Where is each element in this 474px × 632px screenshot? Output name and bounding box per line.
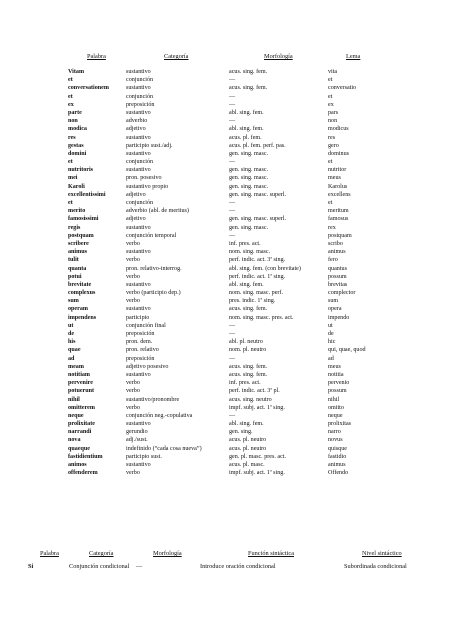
cell-lema: conversatio bbox=[328, 85, 357, 92]
cell-categoria: pron. posesivo bbox=[126, 175, 162, 182]
cell-categoria: sustantivo bbox=[126, 281, 151, 288]
cell-palabra: fastidientium bbox=[68, 453, 103, 460]
cell-categoria: sustantivo bbox=[126, 69, 151, 75]
header-morfologia: Morfología bbox=[153, 550, 182, 557]
cell-lema: Offendo bbox=[328, 470, 349, 477]
cell-categoria: conjunción bbox=[126, 200, 154, 206]
cell-funcion-sintactica: Introduce oración condicional bbox=[200, 563, 276, 570]
cell-palabra: meam bbox=[68, 363, 84, 370]
cell-lema: Karolus bbox=[328, 183, 348, 190]
cell-palabra: offenderem bbox=[68, 470, 98, 477]
cell-categoria: Conjunción condicional bbox=[69, 563, 130, 570]
table-row bbox=[0, 330, 474, 338]
cell-categoria: pron. dem. bbox=[126, 339, 153, 346]
cell-lema: meritum bbox=[328, 208, 349, 215]
table-row bbox=[0, 404, 474, 412]
table-row bbox=[0, 68, 474, 76]
cell-palabra: merito bbox=[68, 208, 86, 215]
table-row bbox=[0, 142, 474, 150]
cell-categoria: verbo bbox=[126, 298, 140, 305]
cell-categoria: sustantivo/pronombre bbox=[126, 396, 180, 403]
cell-lema: de bbox=[328, 331, 334, 337]
syntax-table-header bbox=[0, 550, 474, 560]
cell-palabra: mei bbox=[68, 175, 78, 182]
table-row bbox=[0, 101, 474, 109]
cell-morfologia: gen. sing. masc. superl. bbox=[229, 216, 287, 223]
cell-categoria: preposición bbox=[126, 355, 155, 362]
cell-lema: ex bbox=[328, 101, 334, 108]
cell-palabra: impendens bbox=[68, 314, 97, 321]
cell-morfologia: — bbox=[229, 412, 236, 419]
table-row bbox=[0, 76, 474, 84]
cell-palabra: et bbox=[68, 77, 73, 84]
cell-lema: res bbox=[328, 134, 336, 141]
table-row bbox=[0, 199, 474, 207]
table-row bbox=[0, 256, 474, 264]
cell-morfologia: perf. indic. act. 3ª pl. bbox=[229, 388, 280, 395]
cell-morfologia: — bbox=[229, 118, 236, 125]
cell-morfologia: nom. sing. masc. pres. act. bbox=[229, 314, 294, 321]
cell-palabra: neque bbox=[68, 412, 84, 419]
cell-morfologia: acus. sing. fem. bbox=[229, 306, 268, 313]
cell-lema: sum bbox=[328, 298, 339, 305]
syntax-table-row bbox=[0, 562, 474, 572]
cell-palabra: sum bbox=[68, 298, 79, 305]
cell-palabra: excellentissimi bbox=[68, 191, 106, 198]
table-row bbox=[0, 117, 474, 125]
header-palabra: Palabra bbox=[40, 550, 59, 557]
cell-morfologia: acus. pl. masc. bbox=[229, 462, 265, 468]
table-row bbox=[0, 346, 474, 354]
cell-morfologia: acus. sing. fem. bbox=[229, 371, 268, 378]
cell-palabra: operam bbox=[68, 306, 88, 313]
cell-morfologia: gen. sing. masc. superl. bbox=[229, 191, 287, 198]
cell-morfologia: — bbox=[229, 93, 236, 100]
cell-palabra: omitterem bbox=[68, 404, 95, 411]
cell-morfologia: gen. sing. masc. bbox=[229, 183, 269, 190]
table-row bbox=[0, 281, 474, 289]
cell-palabra: potui bbox=[68, 273, 82, 280]
cell-categoria: participio sust./adj. bbox=[126, 142, 173, 149]
cell-palabra: ad bbox=[68, 355, 75, 362]
cell-palabra: Si bbox=[28, 563, 34, 570]
table-row bbox=[0, 215, 474, 223]
table-row bbox=[0, 469, 474, 477]
cell-lema: excellens bbox=[328, 191, 351, 198]
header-morfologia: Morfología bbox=[264, 53, 293, 60]
cell-morfologia: abl. sing. fem. bbox=[229, 109, 264, 116]
cell-lema: ad bbox=[328, 355, 334, 362]
cell-lema: qui, quae, quod bbox=[328, 347, 366, 354]
cell-morfologia: acus. sing. fem. bbox=[229, 363, 268, 370]
table-row bbox=[0, 191, 474, 199]
table-row bbox=[0, 420, 474, 428]
table-row bbox=[0, 322, 474, 330]
cell-categoria: conjunción temporal bbox=[126, 232, 177, 239]
cell-categoria: conjunción neg.-copulativa bbox=[126, 412, 193, 419]
cell-categoria: preposición bbox=[126, 101, 155, 108]
cell-lema: et bbox=[328, 77, 333, 84]
cell-lema: animus bbox=[328, 462, 346, 468]
cell-lema: famosus bbox=[328, 216, 349, 223]
table-row bbox=[0, 305, 474, 313]
cell-lema: et bbox=[328, 200, 333, 206]
cell-lema: hic bbox=[328, 339, 336, 346]
table-row bbox=[0, 166, 474, 174]
cell-palabra: domini bbox=[68, 150, 87, 157]
table-row bbox=[0, 338, 474, 346]
cell-morfologia: — bbox=[229, 322, 236, 329]
table-row bbox=[0, 436, 474, 444]
cell-categoria: sustantivo bbox=[126, 462, 151, 468]
table-row bbox=[0, 371, 474, 379]
cell-lema: quisque bbox=[328, 445, 347, 452]
cell-categoria: conjunción bbox=[126, 77, 154, 84]
cell-morfologia: abl. sing. fem. bbox=[229, 281, 264, 288]
cell-morfologia: abl. sing. fem. bbox=[229, 126, 264, 133]
cell-palabra: nihil bbox=[68, 396, 80, 403]
cell-palabra: famosissimi bbox=[68, 216, 99, 223]
cell-categoria: participio bbox=[126, 314, 150, 321]
cell-palabra: et bbox=[68, 200, 73, 206]
cell-lema: narro bbox=[328, 429, 341, 436]
cell-palabra: Karoli bbox=[68, 183, 85, 190]
cell-categoria: pron. relativo-interrog. bbox=[126, 265, 182, 272]
table-row bbox=[0, 93, 474, 101]
cell-palabra: et bbox=[68, 93, 73, 100]
cell-palabra: quaeque bbox=[68, 445, 91, 452]
cell-lema: animus bbox=[328, 249, 346, 256]
table-row bbox=[0, 174, 474, 182]
cell-palabra: ut bbox=[68, 322, 74, 329]
cell-palabra: gestas bbox=[68, 142, 84, 149]
cell-morfologia: abl. sing. fem. (con brevitate) bbox=[229, 265, 301, 272]
cell-nivel-sintactico: Subordinada condicional bbox=[344, 563, 407, 570]
cell-lema: fero bbox=[328, 257, 338, 264]
cell-categoria: preposición bbox=[126, 331, 155, 337]
cell-categoria: verbo bbox=[126, 240, 140, 247]
cell-categoria: sustantivo bbox=[126, 134, 151, 141]
table-row bbox=[0, 207, 474, 215]
cell-morfologia: inf. pres. act. bbox=[229, 240, 261, 247]
cell-palabra: modica bbox=[68, 126, 87, 133]
cell-lema: novus bbox=[328, 437, 343, 444]
cell-categoria: verbo bbox=[126, 404, 140, 411]
table-row bbox=[0, 125, 474, 133]
cell-palabra: scribere bbox=[68, 240, 89, 247]
cell-categoria: adjetivo bbox=[126, 191, 146, 198]
table-row bbox=[0, 84, 474, 92]
cell-categoria: adverbio (abl. de meritus) bbox=[126, 208, 189, 215]
cell-morfologia: — bbox=[229, 331, 236, 337]
table-row bbox=[0, 240, 474, 248]
cell-lema: pervenio bbox=[328, 380, 350, 387]
cell-categoria: verbo bbox=[126, 273, 140, 280]
cell-categoria: conjunción bbox=[126, 93, 154, 100]
cell-palabra: pervenire bbox=[68, 380, 93, 387]
cell-lema: rex bbox=[328, 224, 336, 231]
table-row bbox=[0, 396, 474, 404]
cell-categoria: adverbio bbox=[126, 118, 148, 125]
cell-categoria: sustantivo bbox=[126, 85, 151, 92]
cell-morfologia: abl. pl. neutro bbox=[229, 339, 263, 346]
cell-morfologia: — bbox=[229, 77, 236, 84]
cell-categoria: sustantivo bbox=[126, 167, 151, 174]
cell-lema: possum bbox=[328, 388, 347, 395]
cell-palabra: prolixitate bbox=[68, 421, 95, 428]
cell-lema: gero bbox=[328, 142, 339, 149]
cell-categoria: sustantivo bbox=[126, 371, 151, 378]
cell-categoria: sustantivo bbox=[126, 109, 151, 116]
cell-morfologia: acus. pl. fem. perf. pas. bbox=[229, 142, 286, 149]
cell-lema: modicus bbox=[328, 126, 349, 133]
cell-palabra: tulit bbox=[68, 257, 79, 264]
table-row bbox=[0, 183, 474, 191]
cell-morfologia: gen. pl. masc. pres. act. bbox=[229, 453, 287, 460]
cell-palabra: non bbox=[68, 118, 78, 125]
cell-morfologia: perf. indic. act. 3ª sing. bbox=[229, 257, 286, 264]
cell-categoria: adjetivo posesivo bbox=[126, 363, 169, 370]
cell-palabra: animos bbox=[68, 462, 87, 468]
cell-lema: postquam bbox=[328, 232, 352, 239]
cell-morfologia: gen. sing. masc. bbox=[229, 150, 269, 157]
cell-morfologia: perf. indic. act. 1ª sing. bbox=[229, 273, 286, 280]
cell-morfologia: nom. pl. neutro bbox=[229, 347, 267, 354]
table-row bbox=[0, 273, 474, 281]
cell-lema: et bbox=[328, 93, 333, 100]
cell-categoria: adjetivo bbox=[126, 216, 146, 223]
cell-palabra: potuerunt bbox=[68, 388, 95, 395]
cell-categoria: conjunción final bbox=[126, 322, 166, 329]
table-row bbox=[0, 445, 474, 453]
table-row bbox=[0, 109, 474, 117]
cell-morfologia: abl. sing. fem. bbox=[229, 421, 264, 428]
cell-palabra: his bbox=[68, 339, 76, 346]
header-lema: Lema bbox=[346, 53, 361, 60]
cell-palabra: brevitate bbox=[68, 281, 92, 288]
cell-categoria: participio sust. bbox=[126, 453, 162, 460]
cell-lema: brevitas bbox=[328, 281, 348, 288]
cell-lema: possum bbox=[328, 273, 347, 280]
table-row bbox=[0, 158, 474, 166]
cell-palabra: et bbox=[68, 159, 73, 166]
cell-morfologia: — bbox=[229, 208, 236, 215]
cell-palabra: postquam bbox=[68, 232, 94, 239]
cell-palabra: nutritoris bbox=[68, 167, 94, 174]
cell-lema: prolixitas bbox=[328, 421, 352, 428]
cell-morfologia: — bbox=[229, 159, 236, 166]
cell-categoria: gerundio bbox=[126, 429, 148, 436]
cell-lema: neque bbox=[328, 412, 343, 419]
analysis-table-body bbox=[0, 68, 474, 477]
cell-categoria: sustantivo bbox=[126, 224, 151, 231]
cell-morfologia: gen. sing. masc. bbox=[229, 175, 269, 182]
cell-categoria: conjunción bbox=[126, 159, 154, 166]
cell-morfologia: inf. pres. act. bbox=[229, 380, 261, 387]
cell-morfologia: — bbox=[229, 355, 236, 362]
header-categoria: Categoría bbox=[164, 53, 189, 60]
table-row bbox=[0, 248, 474, 256]
cell-morfologia: — bbox=[229, 200, 236, 206]
cell-palabra: Vitam bbox=[68, 69, 85, 75]
cell-morfologia: gen. sing. bbox=[229, 429, 253, 436]
cell-lema: nutritor bbox=[328, 167, 347, 174]
cell-lema: meus bbox=[328, 175, 341, 182]
cell-palabra: conversationem bbox=[68, 85, 109, 92]
cell-categoria: adjetivo bbox=[126, 126, 146, 133]
header-palabra: Palabra bbox=[87, 53, 106, 60]
cell-categoria: sustantivo bbox=[126, 150, 151, 157]
table-row bbox=[0, 265, 474, 273]
cell-lema: impendo bbox=[328, 314, 350, 321]
table-row bbox=[0, 412, 474, 420]
cell-morfologia: impf. subj. act. 1ª sing. bbox=[229, 404, 285, 411]
cell-palabra: animus bbox=[68, 249, 87, 256]
cell-lema: pars bbox=[328, 109, 339, 116]
table-row bbox=[0, 363, 474, 371]
cell-palabra: quae bbox=[68, 347, 81, 354]
cell-palabra: narrandi bbox=[68, 429, 92, 436]
cell-lema: nihil bbox=[328, 396, 340, 403]
cell-categoria: sustantivo propio bbox=[126, 183, 169, 190]
cell-morfologia: — bbox=[136, 563, 143, 570]
cell-morfologia: acus. pl. fem. bbox=[229, 134, 262, 141]
header-nivel-sintactico: Nivel sintáctico bbox=[362, 550, 402, 557]
cell-morfologia: acus. sing. fem. bbox=[229, 69, 268, 75]
cell-categoria: verbo bbox=[126, 380, 140, 387]
analysis-table-header bbox=[0, 53, 474, 63]
cell-morfologia: acus. sing. neutro bbox=[229, 396, 272, 403]
cell-palabra: regis bbox=[68, 224, 81, 231]
cell-morfologia: acus. pl. neutro bbox=[229, 445, 267, 452]
cell-palabra: complexus bbox=[68, 290, 96, 297]
table-row bbox=[0, 297, 474, 305]
table-row bbox=[0, 134, 474, 142]
cell-morfologia: pres. indic. 1ª sing. bbox=[229, 298, 276, 305]
cell-categoria: pron. relativo bbox=[126, 347, 159, 354]
cell-palabra: ex bbox=[68, 101, 74, 108]
cell-categoria: verbo (participio dep.) bbox=[126, 290, 181, 297]
cell-lema: notitia bbox=[328, 371, 344, 378]
header-categoria: Categoría bbox=[89, 550, 114, 557]
cell-morfologia: nom. sing. masc. perf. bbox=[229, 290, 283, 297]
cell-morfologia: gen. sing. masc. bbox=[229, 167, 269, 174]
cell-lema: fastidio bbox=[328, 453, 347, 460]
cell-morfologia: gen. sing. masc. bbox=[229, 224, 269, 231]
cell-palabra: parte bbox=[68, 109, 82, 116]
cell-lema: omitto bbox=[328, 404, 344, 411]
table-row bbox=[0, 289, 474, 297]
table-row bbox=[0, 224, 474, 232]
cell-lema: opera bbox=[328, 306, 342, 313]
cell-palabra: res bbox=[68, 134, 76, 141]
table-row bbox=[0, 150, 474, 158]
cell-lema: et bbox=[328, 159, 333, 166]
cell-categoria: verbo bbox=[126, 470, 140, 477]
cell-categoria: sustantivo bbox=[126, 421, 151, 428]
cell-lema: meus bbox=[328, 363, 341, 370]
cell-categoria: indefinido (“cada cosa nueva”) bbox=[126, 445, 202, 452]
cell-lema: non bbox=[328, 118, 338, 125]
cell-palabra: quanta bbox=[68, 265, 87, 272]
cell-lema: scribo bbox=[328, 240, 343, 247]
cell-morfologia: impf. subj. act. 1ª sing. bbox=[229, 470, 285, 477]
table-row bbox=[0, 428, 474, 436]
cell-lema: ut bbox=[328, 322, 333, 329]
cell-palabra: nova bbox=[68, 437, 81, 444]
table-row bbox=[0, 314, 474, 322]
table-row bbox=[0, 232, 474, 240]
table-row bbox=[0, 379, 474, 387]
table-row bbox=[0, 355, 474, 363]
cell-lema: quantus bbox=[328, 265, 347, 272]
cell-categoria: adj./sust. bbox=[126, 437, 148, 444]
cell-lema: dominus bbox=[328, 150, 349, 157]
header-funcion-sintactica: Función sintáctica bbox=[248, 550, 294, 557]
table-row bbox=[0, 387, 474, 395]
cell-morfologia: — bbox=[229, 101, 236, 108]
cell-morfologia: nom. sing. masc. bbox=[229, 249, 271, 256]
cell-categoria: sustantivo bbox=[126, 306, 151, 313]
cell-morfologia: acus. pl. neutro bbox=[229, 437, 267, 444]
cell-morfologia: — bbox=[229, 232, 236, 239]
cell-categoria: verbo bbox=[126, 388, 140, 395]
table-row bbox=[0, 453, 474, 461]
cell-palabra: notitiam bbox=[68, 371, 91, 378]
cell-categoria: sustantivo bbox=[126, 249, 151, 256]
table-row bbox=[0, 461, 474, 469]
cell-morfologia: acus. sing. fem. bbox=[229, 85, 268, 92]
cell-lema: complector bbox=[328, 290, 356, 297]
cell-categoria: verbo bbox=[126, 257, 140, 264]
cell-lema: vita bbox=[328, 69, 338, 75]
cell-palabra: de bbox=[68, 331, 75, 337]
